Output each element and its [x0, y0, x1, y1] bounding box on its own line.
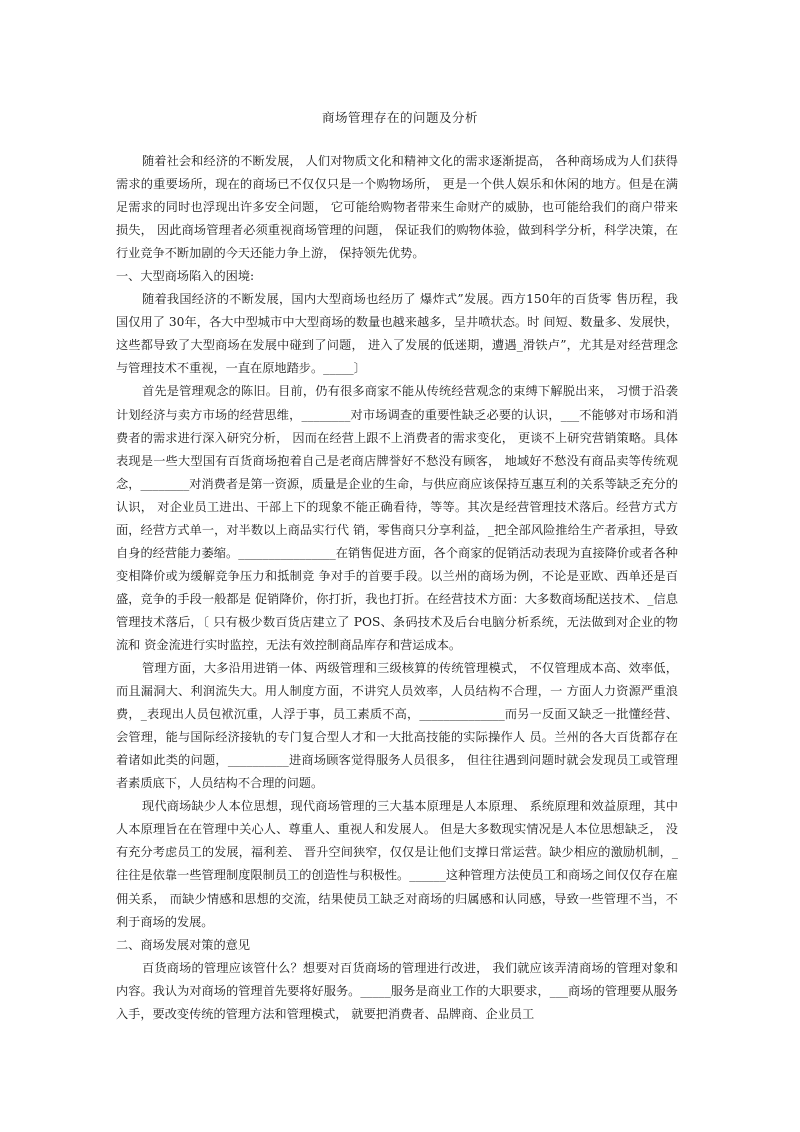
document-body [116, 150, 678, 1026]
section2-paragraph-1: 百货商场的管理应该管什么？想要对百货商场的管理进行改进， 我们就应该弄清商场的管理对象和内容。我认为对商场的管理首先要将好服务。_____服务是商业工作的大职要求，___商场的管理要从服务入手，要改变传统的管理方法和管理模式， 就要把消费者、品牌商、企业员工 [116, 960, 678, 1021]
section1-paragraph-1: 随着我国经济的不断发展，国内大型商场也经历了 爆炸式”发展。西方150年的百货零 售历程，我国仅用了 30年，各大中型城市中大型商场的数量也越来越多，呈井喷状态。时 间短、数量多、发展快，这些都导致了大型商场在发展中碰到了问题， 进入了发展的低迷期，遭遇_滑铁卢”，尤其是对经营理念与管理技术不重视，一直在原地踏步。_____〕 [116, 292, 678, 376]
section1-paragraph-2: 首先是管理观念的陈旧。目前，仍有很多商家不能从传统经营观念的束缚下解脱出来， 习惯于沿袭计划经济与卖方市场的经营思维，________对市场调查的重要性缺乏必要的认识，___不能够对市场和消费者的需求进行深入研究分析， 因而在经营上跟不上消费者的需求变化， 更谈不上研究营销策略。具体表现是一些大型国有百货商场抱着自己是老商店牌誉好不愁没有顾客， 地域好不愁没有商品卖等传统观念，________对消费者是第一资源，质量是企业的生命，与供应商应该保持互惠互利的关系等缺乏充分的认识， 对企业员工进出、干部上下的现象不能正确看待，等等。其次是经营管理技术落后。经营方式方面，经营方式单一，对半数以上商品实行代 销，零售商只分享利益，_把全部风险推给生产者承担，导致自身的经营能力萎缩。________________在销售促进方面，各个商家的促销活动表现为直接降价或者各种变相降价或为缓解竞争压力和抵制竞 争对手的首要手段。以兰州的商场为例，不论是亚欧、西单还是百盛，竞争的手段一般都是 促销降价，你打折，我也打折。在经营技术方面：大多数商场配送技术、_信息管理技术落后，〔 只有极少数百货店建立了 POS、条码技术及后台电脑分析系统，无法做到对企业的物流和 资金流进行实时监控，无法有效控制商品库存和营运成本。 [116, 384, 678, 652]
section-heading-1: 一、大型商场陷入的困境: [116, 269, 255, 284]
section1-paragraph-3: 管理方面，大多沿用进销一体、两级管理和三级核算的传统管理模式， 不仅管理成本高、效率低，而且漏洞大、利润流失大。用人制度方面，不讲究人员效率，人员结构不合理，一 方面人力资源严重浪费，_表现出人员包袱沉重，人浮于事，员工素质不高，______________而另一反面又缺乏一批懂经营、会管理，能与国际经济接轨的专门复合型人才和一大批高技能的实际操作人 员。兰州的各大百货都存在着诸如此类的问题，__________进商场顾客觉得服务人员很多， 但往往遇到问题时就会发现员工或管理者素质底下，人员结构不合理的问题。 [116, 661, 678, 791]
section1-paragraph-4: 现代商场缺少人本位思想，现代商场管理的三大基本原理是人本原理、 系统原理和效益原理，其中人本原理旨在在管理中关心人、尊重人、重视人和发展人。 但是大多数现实情况是人本位思想缺乏， 没有充分考虑员工的发展，福利差、 晋升空间狭窄，仅仅是让他们支撑日常运营。缺少相应的激励机制，_往往是依靠一些管理制度限制员工的创造性与积极性。______这种管理方法使员工和商场之间仅仅存在雇佣关系， 而缺少情感和思想的交流，结果使员工缺乏对商场的归属感和认同感，导致一些管理不当，不利于商场的发展。 [116, 799, 678, 929]
intro-paragraph: 随着社会和经济的不断发展， 人们对物质文化和精神文化的需求逐渐提高， 各种商场成为人们获得需求的重要场所，现在的商场已不仅仅只是一个购物场所， 更是一个供人娱乐和休闲的地方。但是在满足需求的同时也浮现出许多安全问题， 它可能给购物者带来生命财产的威胁，也可能给我们的商户带来损失， 因此商场管理者必须重视商场管理的问题， 保证我们的购物体验，做到科学分析，科学决策，在行业竞争不断加剧的今天还能力争上游， 保持领先优势。 [116, 154, 678, 261]
section-heading-2: 二、商场发展对策的意见 [116, 937, 251, 952]
document-title: 商场管理存在的问题及分析 [321, 110, 478, 125]
